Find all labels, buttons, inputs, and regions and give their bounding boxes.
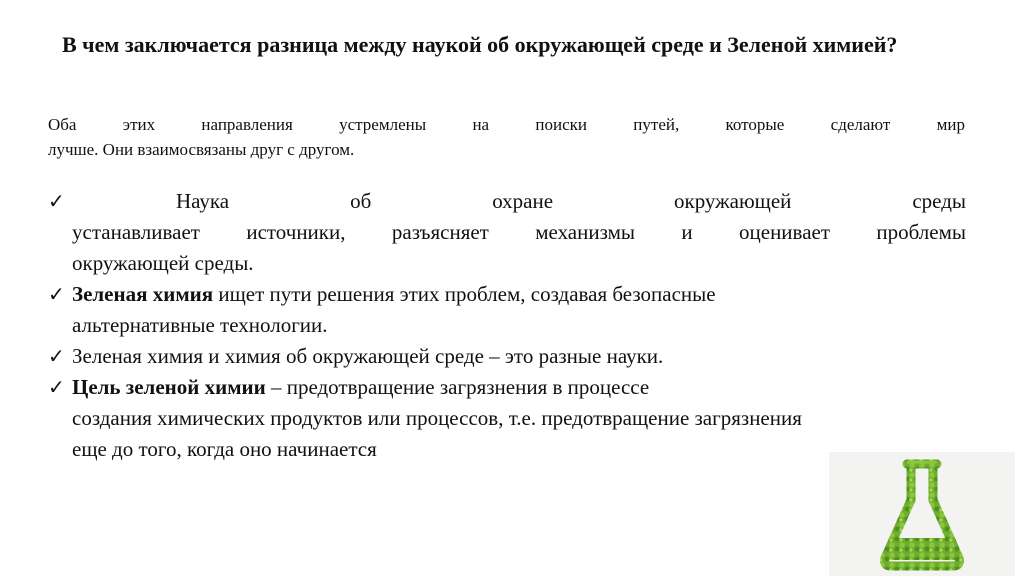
- bullet-item: [48, 279, 966, 341]
- bullet-2-line-2: альтернативные технологии.: [72, 313, 328, 337]
- bullet-3-text: Зеленая химия и химия об окружающей среде – это разные науки.: [72, 344, 664, 368]
- bullet-list: [48, 186, 966, 465]
- bullet-2-line-1: [72, 279, 966, 310]
- bullet-2-rest: ищет пути решения этих проблем, создавая безопасные: [213, 282, 716, 306]
- checkmark-icon: ✓: [48, 282, 65, 306]
- bullet-2-bold: Зеленая химия: [72, 282, 214, 306]
- bullet-4-line-1: [72, 372, 966, 403]
- bullet-1-line-3: окружающей среды.: [72, 251, 254, 275]
- bullet-4-rest: – предотвращение загрязнения в процессе: [265, 375, 650, 399]
- bullet-item: [48, 341, 966, 372]
- slide-title: В чем заключается разница между наукой об окружающей среде и Зеленой химией?: [62, 32, 898, 57]
- bullet-4-line-3: еще до того, когда оно начинается: [72, 437, 377, 461]
- bullet-4-bold: Цель зеленой химии: [72, 375, 266, 399]
- checkmark-icon: ✓: [48, 189, 65, 213]
- bullet-item: [48, 186, 966, 279]
- checkmark-icon: ✓: [48, 375, 65, 399]
- intro-line-2: лучше. Они взаимосвязаны друг с другом.: [48, 140, 355, 159]
- bullet-1-line-1: Наука об охране окружающей среды: [176, 189, 966, 213]
- intro-line-1: Оба этих направления устремлены на поиски путей, которые сделают мир: [48, 115, 965, 134]
- bullet-1-line-2: устанавливает источники, разъясняет механизмы и оценивает проблемы: [72, 220, 966, 244]
- bullet-4-line-2: создания химических продуктов или процессов, т.е. предотвращение загрязнения: [72, 406, 802, 430]
- intro-paragraph: [48, 112, 965, 162]
- green-leaf-flask-image: [829, 452, 1015, 576]
- checkmark-icon: ✓: [48, 344, 65, 368]
- green-leaf-flask-icon: [829, 452, 1015, 576]
